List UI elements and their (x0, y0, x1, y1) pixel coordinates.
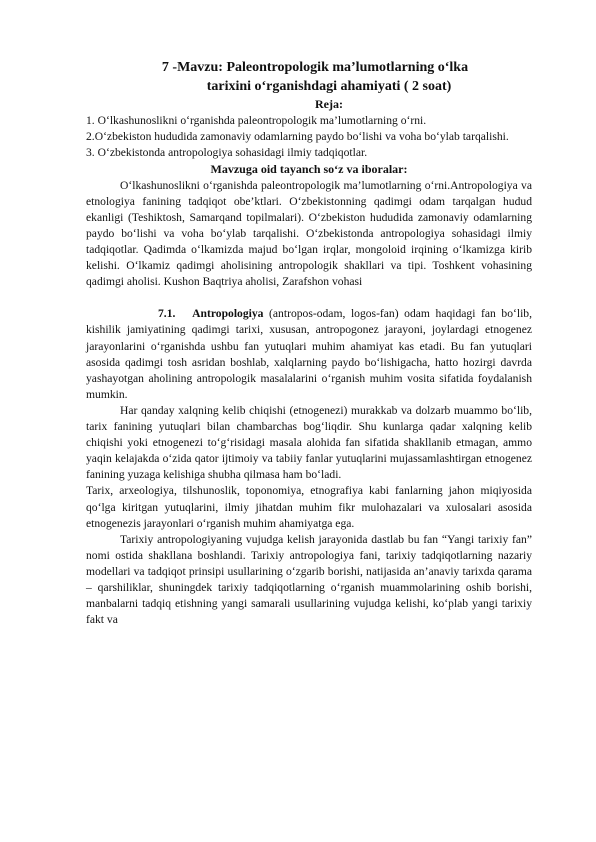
title-line-1: 7 -Mavzu: Paleontropologik ma’lumotlarning o‘lka (161, 60, 469, 75)
section-paragraph-3: Tarix, arxeologiya, tilshunoslik, toponomiya, etnografiya kabi fanlarning jahon miqiyosida qo‘lga kiritgan yutuqlarini, ilmiy jihatdan muhim fikr mulohazalari va xulosalari asosida etnogenezis jarayonlari o‘rganish muhim ahamiyatga ega. (86, 484, 532, 530)
key-terms-heading: Mavzuga oid tayanch so‘z va iboralar: (210, 161, 408, 176)
key-terms-paragraph: O‘lkashunoslikni o‘rganishda paleontropologik ma’lumotlarning o‘rni.Antropologiya va etnologiya fanining tadqiqot obe’ktlari. O‘zbekistonning qadimgi odam tarqalgan hudud ekanligi (Teshiktosh, Samarqand topilmalari). O‘zbekiston hududida zamonaviy odamlarning paydo bo‘lishi va voha bo‘ylab tarqalishi. O‘zbekistonda antropologiya sohasidagi ilmiy tadqiqotlar. Qadimda o‘lkamizda majud bo‘lgan irqlar, mongoloid irqining o‘lkamizga kirib kelishi. O‘lkamiz qadimgi aholisining antropologik shakllari va tipi. Toshkent vohasining qadimgi aholisi. Kushon Baqtriya aholisi, Zarafshon vohasi (86, 178, 532, 289)
plan-item-2: 2.O‘zbekiston hududida zamonaviy odamlarning paydo bo‘lishi va voha bo‘ylab tarqalishi. (86, 129, 509, 143)
plan-list (86, 113, 532, 161)
plan-item-1: 1. O‘lkashunoslikni o‘rganishda paleontropologik ma’lumotlarning o‘rni. (86, 114, 427, 127)
plan-item-3: 3. O‘zbekistonda antropologiya sohasidagi ilmiy tadqiqotlar. (86, 145, 368, 159)
section-term: Antropologiya (192, 307, 264, 321)
section-spacer (86, 290, 532, 306)
lecture-title (86, 58, 532, 96)
title-line-2: tarixini o‘rganishdagi ahamiyati ( 2 soat) (206, 79, 452, 94)
section-paragraph-2: Har qanday xalqning kelib chiqishi (etnogenezi) murakkab va dolzarb muammo bo‘lib, tarix fanining yutuqlari bilan chambarchas bog‘liqdir. Shu kunlarga qadar xalqning kelib chiqishi yoki etnogenezi to‘g‘risidagi masala alohida fan sifatida shakllanib etmagan, ammo yaqin kelajakda o‘zida qator ijtimoiy va tabiiy fanlar yutuqlarini mujassamlashtirgan etnogenez fanining yuzaga kelishiga shubha qilmasa ham bo‘ladi. (86, 403, 532, 482)
page-content (86, 58, 532, 628)
plan-heading: Reja: (315, 97, 343, 111)
section-paragraph-1-text: (antropos-odam, logos-fan) odam haqidagi fan bo‘lib, kishilik jamiyatining qadimgi tarixi, xususan, antropogonez jarayoni, joylardagi etnogenez jarayonlarini o‘rganishda ushbu fan yutuqlari muhim ahamiyat kas etadi. Bu fan yutuqlari asosida qadimgi tosh asridan boshlab, xalqlarning paydo bo‘lishigacha, hatto hozirgi davrda yashayotgan aholining antropologik masalalarini o‘rganish muhim vosita sifatida foydalanish mumkin. (86, 307, 533, 401)
section-number: 7.1 (158, 307, 173, 321)
section-paragraph-1: 7.1. Antropologiya (antropos-odam, logos-fan) odam haqidagi fan bo‘lib, kishilik jamiyatining qadimgi tarixi, xususan, antropogonez jarayoni, joylardagi etnogenez jarayonlarini o‘rganishda ushbu fan yutuqlari muhim ahamiyat kas etadi. Bu fan yutuqlari asosida qadimgi tosh asridan boshlab, xalqlarning paydo bo‘lishigacha, hatto hozirgi davrda yashayotgan aholining antropologik masalalarini o‘rganish muhim vosita sifatida foydalanish mumkin. (86, 307, 533, 401)
section-paragraph-4: Tarixiy antropologiyaning vujudga kelish jarayonida dastlab bu fan “Yangi tarixiy fan” nomi ostida shakllana boshlandi. Tarixiy antropologiya fani, tarixiy tadqiqotlarning nazariy modellari va tadqiqot prinsipi usullarining o‘zgarib borishi, natijasida an’anaviy tarixda qarama – qarshiliklar, shuningdek tarixiy tadqiqotlarning o‘rganish muammolarining oshib borishi, manbalarni tadqiq etishning yangi samarali usullarining vujudga kelishi, ko‘plab yangi tarixiy fakt va (86, 532, 532, 627)
